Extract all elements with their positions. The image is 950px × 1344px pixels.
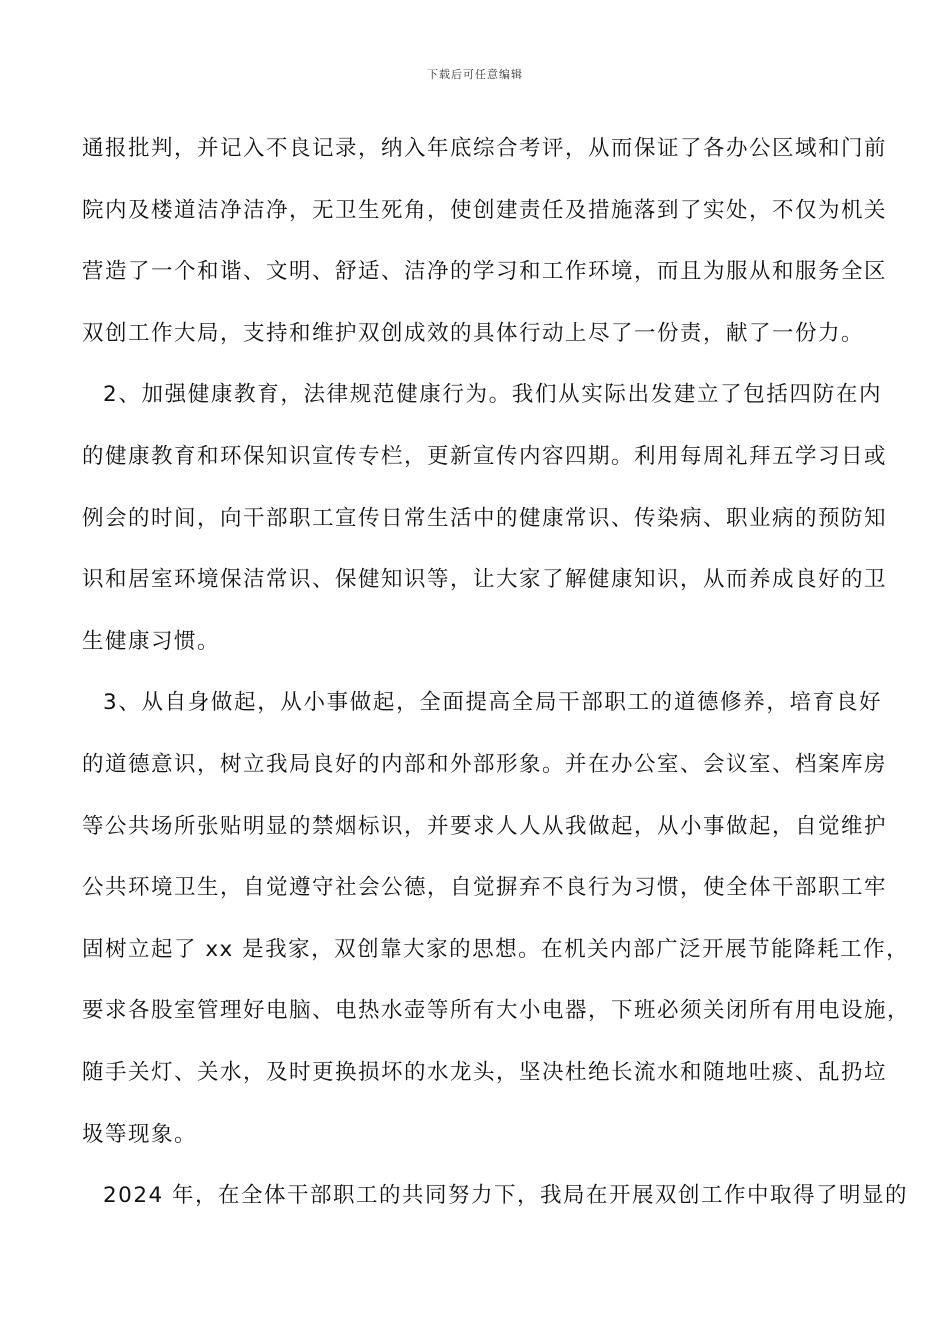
text-line: 生健康习惯。 [82,628,221,654]
text-line: 随手关灯、关水，及时更换损坏的水龙头，坚决杜绝长流水和随地吐痰、乱扔垃 [82,1059,888,1085]
text-line: 例会的时间，向干部职工宣传日常生活中的健康常识、传染病、职业病的预防知 [82,505,888,531]
text-line: 公共环境卫生，自觉遵守社会公德，自觉摒弃不良行为习惯，使全体干部职工牢 [82,875,888,901]
text-line: 等公共场所张贴明显的禁烟标识，并要求人人从我做起，从小事做起，自觉维护 [82,813,888,839]
text-line: 要求各股室管理好电脑、电热水壶等所有大小电器，下班必须关闭所有用电设施， [82,998,911,1024]
text-line: 营造了一个和谐、文明、舒适、洁净的学习和工作环境，而且为服从和服务全区 [82,259,888,285]
text-line: 通报批判，并记入不良记录，纳入年底综合考评，从而保证了各办公区域和门前 [82,136,888,161]
text-line: 双创工作大局，支持和维护双创成效的具体行动上尽了一份责，献了一份力。 [82,320,865,346]
document-body [82,118,911,1227]
text-line: 的道德意识，树立我局良好的内部和外部形象。并在办公室、会议室、档案库房 [82,751,888,777]
text-line: 识和居室环境保洁常识、保健知识等，让大家了解健康知识，从而养成良好的卫 [82,567,888,593]
header-note: 下载后可任意编辑 [427,68,523,81]
text-line: 的健康教育和环保知识宣传专栏，更新宣传内容四期。利用每周礼拜五学习日或 [82,443,888,469]
text-line: 固树立起了 xx 是我家，双创靠大家的思想。在机关内部广泛开展节能降耗工作， [82,936,910,962]
text-line: 3、从自身做起，从小事做起，全面提高全局干部职工的道德修养，培育良好 [103,690,882,716]
text-line: 2、加强健康教育，法律规范健康行为。我们从实际出发建立了包括四防在内 [103,382,882,408]
text-line: 院内及楼道洁净洁净，无卫生死角，使创建责任及措施落到了实处，不仅为机关 [82,197,888,223]
text-line: 圾等现象。 [82,1121,198,1147]
text-line: 2024 年，在全体干部职工的共同努力下，我局在开展双创工作中取得了明显的 [103,1183,909,1209]
